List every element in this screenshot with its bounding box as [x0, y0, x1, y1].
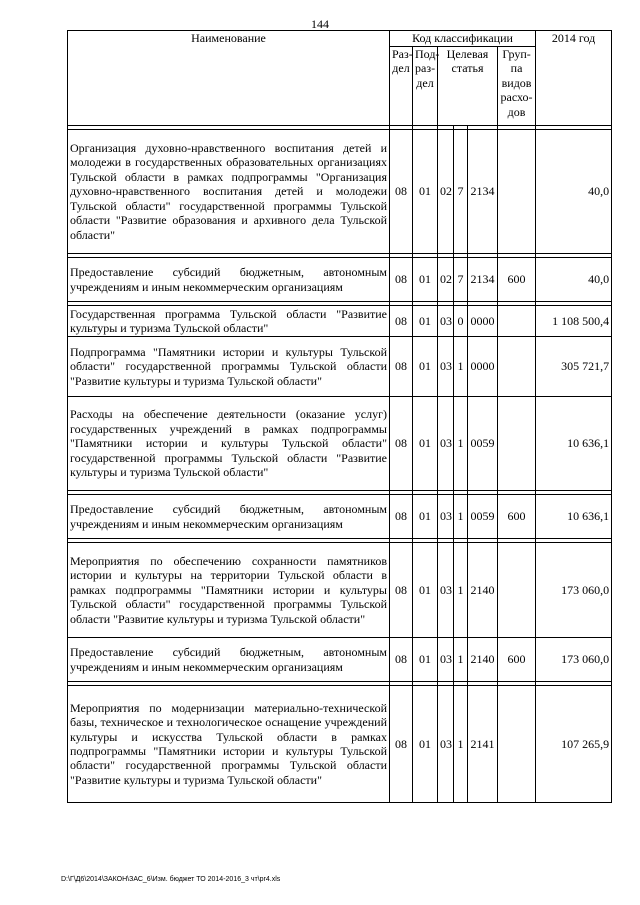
row-podrazdel: 01	[413, 543, 438, 638]
row-amount: 305 721,7	[536, 337, 612, 397]
row-target-program: 03	[438, 638, 454, 682]
row-podrazdel: 01	[413, 337, 438, 397]
row-amount: 10 636,1	[536, 495, 612, 539]
row-expense-group	[498, 337, 536, 397]
row-target-subprogram: 1	[454, 686, 468, 803]
row-razdel: 08	[390, 495, 413, 539]
row-razdel: 08	[390, 306, 413, 337]
row-name: Организация духовно-нравственного воспитания детей и молодежи в государственных образовательных организациях Тульской области в рамках подпрограммы "Организация духовно-нравственного воспитания детей и молодежи Тульской области" государственной программы Тульской области "Развитие образования и архивного дела Тульской области"	[68, 130, 390, 254]
row-target-code: 0000	[468, 306, 498, 337]
row-target-code: 0059	[468, 397, 498, 491]
row-name: Расходы на обеспечение деятельности (оказание услуг) государственных учреждений в рамках подпрограммы "Памятники истории и культуры Тульской области" государственной программы Тульской области "Развитие культуры и туризма Тульской области"	[68, 397, 390, 491]
row-expense-group	[498, 543, 536, 638]
row-target-code: 2134	[468, 130, 498, 254]
row-expense-group	[498, 397, 536, 491]
row-name: Предоставление субсидий бюджетным, автономным учреждениям и иным некоммерческим организациям	[68, 638, 390, 682]
row-target-code: 0000	[468, 337, 498, 397]
header-group-line: расхо-	[500, 90, 533, 105]
header-target-line: Целевая	[446, 47, 489, 61]
header-podrazdel-line: дел	[416, 75, 434, 90]
row-amount: 173 060,0	[536, 638, 612, 682]
header-group	[498, 47, 536, 126]
header-podrazdel-line: Под-	[415, 47, 440, 61]
row-expense-group	[498, 306, 536, 337]
row-amount: 40,0	[536, 258, 612, 302]
row-target-code: 0059	[468, 495, 498, 539]
row-podrazdel: 01	[413, 258, 438, 302]
row-razdel: 08	[390, 543, 413, 638]
row-amount: 1 108 500,4	[536, 306, 612, 337]
row-name: Мероприятия по модернизации материально-технической базы, техническое и технологическое оснащение учреждений культуры и искусства Тульской области в рамках подпрограммы "Памятники истории и культуры Тульской области" государственной программы Тульской области "Развитие культуры и туризма Тульской области"	[68, 686, 390, 803]
row-amount: 10 636,1	[536, 397, 612, 491]
row-target-code: 2134	[468, 258, 498, 302]
row-target-subprogram: 0	[454, 306, 468, 337]
row-expense-group: 600	[498, 258, 536, 302]
row-target-code: 2141	[468, 686, 498, 803]
header-group-line: па	[510, 61, 523, 76]
row-amount: 173 060,0	[536, 543, 612, 638]
row-razdel: 08	[390, 638, 413, 682]
header-classification: Код классификации	[390, 31, 536, 47]
row-razdel: 08	[390, 130, 413, 254]
header-year: 2014 год	[536, 31, 612, 126]
row-target-subprogram: 1	[454, 638, 468, 682]
row-target-program: 02	[438, 130, 454, 254]
row-target-subprogram: 1	[454, 495, 468, 539]
row-name: Мероприятия по обеспечению сохранности памятников истории и культуры на территории Тульской области в рамках подпрограммы "Памятники истории и культуры Тульской области" государственной программы Тульской области "Развитие культуры и туризма Тульской области"	[68, 543, 390, 638]
row-expense-group	[498, 130, 536, 254]
table-row	[68, 130, 612, 254]
table-row	[68, 638, 612, 682]
row-podrazdel: 01	[413, 686, 438, 803]
row-target-program: 03	[438, 397, 454, 491]
row-amount: 107 265,9	[536, 686, 612, 803]
header-podrazdel-line: раз-	[415, 61, 436, 76]
budget-table	[67, 30, 612, 803]
row-name: Подпрограмма "Памятники истории и культуры Тульской области" государственной программы Тульской области "Развитие культуры и туризма Тульской области"	[68, 337, 390, 397]
row-target-subprogram: 1	[454, 397, 468, 491]
header-group-line: дов	[507, 104, 526, 119]
row-target-subprogram: 7	[454, 258, 468, 302]
row-target-program: 03	[438, 686, 454, 803]
row-podrazdel: 01	[413, 638, 438, 682]
header-razdel	[390, 47, 413, 126]
table-row	[68, 306, 612, 337]
table-row	[68, 686, 612, 803]
table-row	[68, 337, 612, 397]
row-razdel: 08	[390, 337, 413, 397]
page-number: 144	[311, 17, 329, 31]
row-podrazdel: 01	[413, 397, 438, 491]
row-target-program: 03	[438, 306, 454, 337]
row-name: Предоставление субсидий бюджетным, автономным учреждениям и иным некоммерческим организациям	[68, 258, 390, 302]
row-name: Государственная программа Тульской области "Развитие культуры и туризма Тульской области"	[68, 306, 390, 337]
header-target-line: статья	[451, 61, 484, 76]
row-razdel: 08	[390, 258, 413, 302]
row-podrazdel: 01	[413, 306, 438, 337]
header-podrazdel	[413, 47, 438, 126]
header-target	[438, 47, 498, 126]
row-podrazdel: 01	[413, 130, 438, 254]
row-target-code: 2140	[468, 638, 498, 682]
row-expense-group: 600	[498, 495, 536, 539]
row-razdel: 08	[390, 397, 413, 491]
table-row	[68, 543, 612, 638]
row-target-code: 2140	[468, 543, 498, 638]
header-razdel-line: Раз-	[392, 47, 413, 61]
row-razdel: 08	[390, 686, 413, 803]
row-target-program: 03	[438, 337, 454, 397]
row-target-program: 03	[438, 495, 454, 539]
row-expense-group: 600	[498, 638, 536, 682]
row-podrazdel: 01	[413, 495, 438, 539]
header-group-line: Груп-	[502, 47, 531, 61]
header-group-line: видов	[501, 75, 532, 90]
row-name: Предоставление субсидий бюджетным, автономным учреждениям и иным некоммерческим организациям	[68, 495, 390, 539]
row-expense-group	[498, 686, 536, 803]
row-target-subprogram: 7	[454, 130, 468, 254]
table-row	[68, 258, 612, 302]
row-target-subprogram: 1	[454, 543, 468, 638]
table-row	[68, 495, 612, 539]
row-amount: 40,0	[536, 130, 612, 254]
header-razdel-line: дел	[392, 61, 410, 76]
row-target-subprogram: 1	[454, 337, 468, 397]
row-target-program: 03	[438, 543, 454, 638]
row-target-program: 02	[438, 258, 454, 302]
table-row	[68, 397, 612, 491]
header-name: Наименование	[68, 31, 390, 126]
file-path-footer: D:\Г\Д6\2014\ЗАКОН\ЗАС_6\Изм. бюджет ТО 2014-2016_3 чт\pr4.xls	[61, 876, 281, 883]
